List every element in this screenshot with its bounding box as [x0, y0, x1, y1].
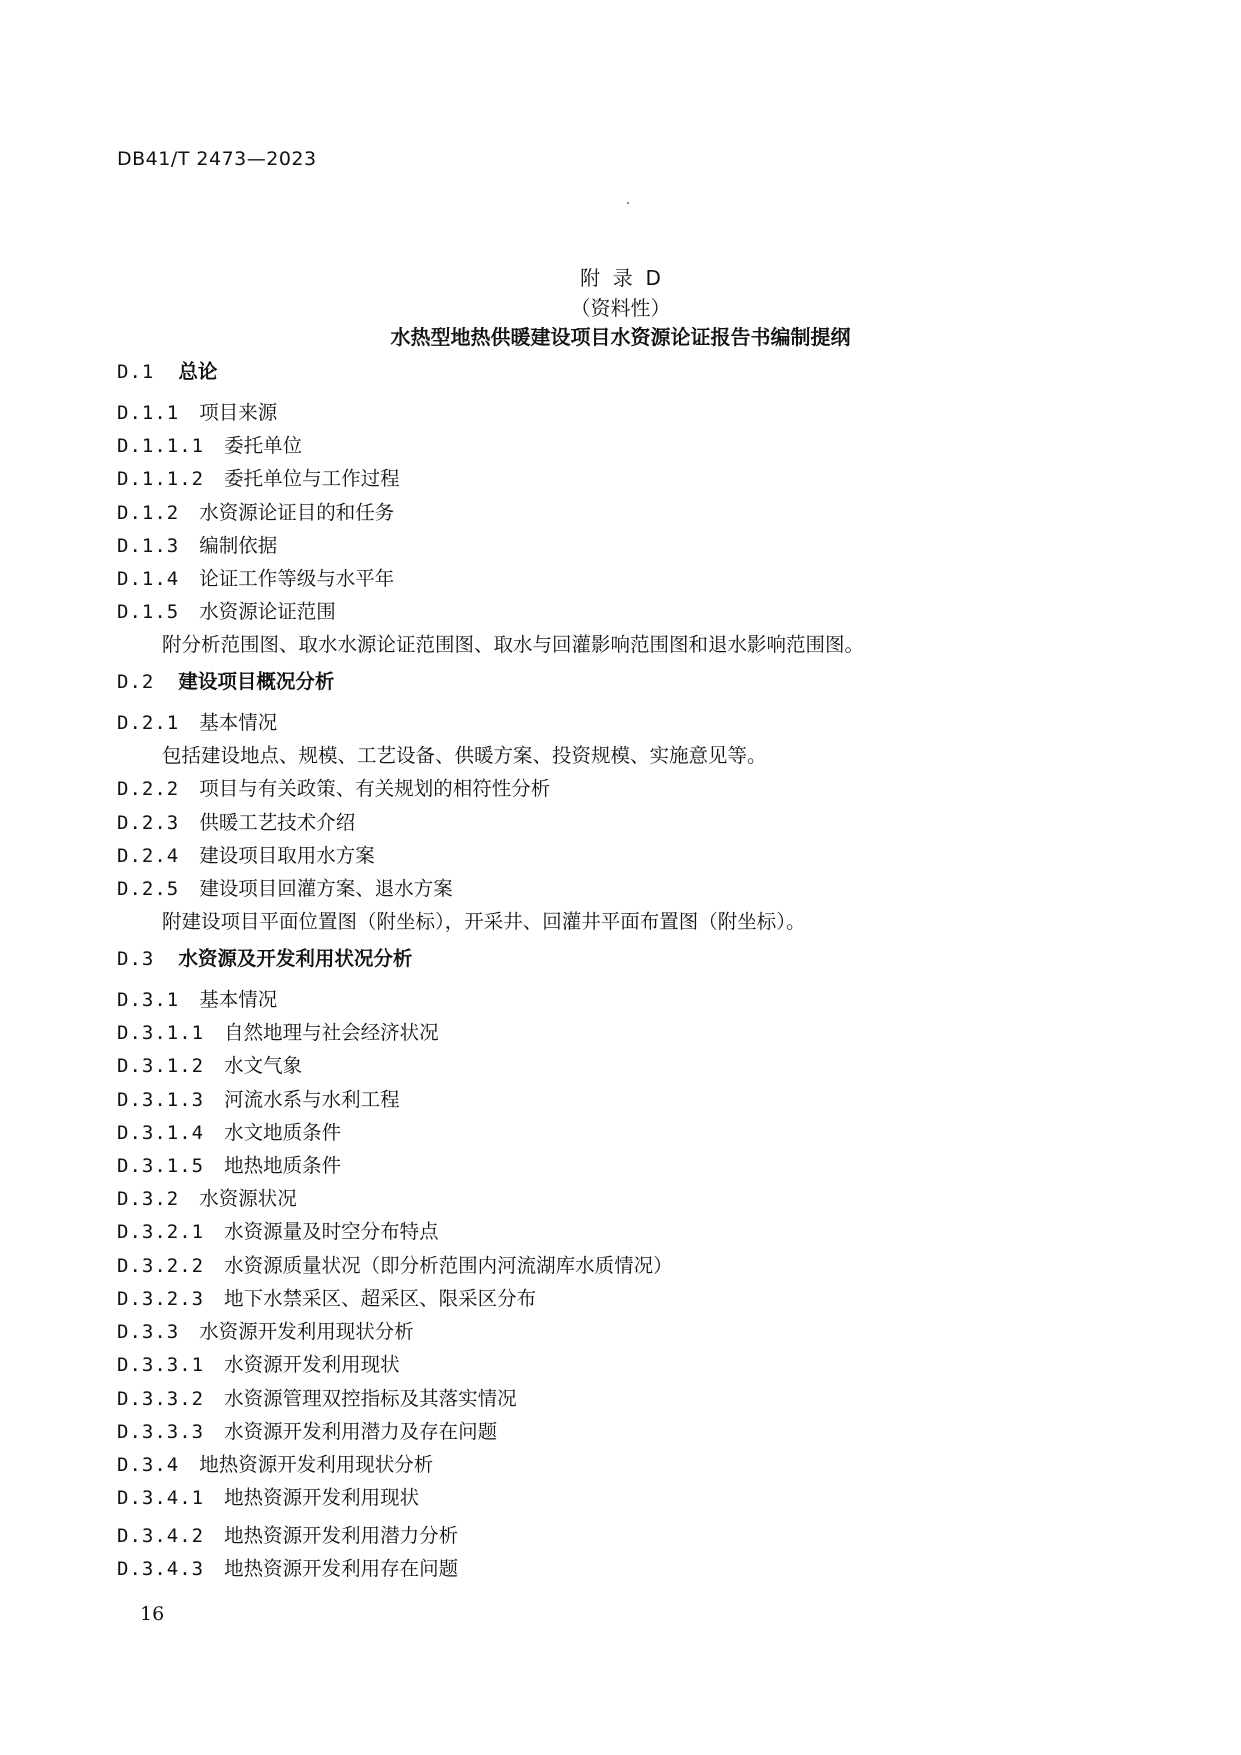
outline-chapter	[117, 672, 334, 692]
outline-item	[117, 602, 336, 622]
appendix-nature-wrap	[0, 292, 1241, 321]
outline-number: D.3.1.5	[117, 1155, 205, 1177]
outline-number: D.3.2	[117, 1188, 180, 1210]
outline-text: 水资源开发利用现状分析	[199, 1320, 414, 1343]
outline-number: D.1.5	[117, 601, 180, 623]
outline-text: 地热资源开发利用现状分析	[199, 1453, 434, 1476]
outline-number: D.1.2	[117, 502, 180, 524]
outline-number: D.2.5	[117, 878, 180, 900]
outline-item	[117, 403, 277, 423]
outline-number: D.3.2.1	[117, 1221, 205, 1243]
outline-item	[117, 846, 375, 866]
outline-number: D.1.1.2	[117, 468, 205, 490]
outline-number: D.3.2.3	[117, 1288, 205, 1310]
outline-number: D.2.2	[117, 778, 180, 800]
outline-number: D.1.4	[117, 568, 180, 590]
outline-text: 水资源及开发利用状况分析	[178, 947, 413, 970]
outline-text: 建设项目概况分析	[178, 670, 335, 693]
outline-number: D.3.1.2	[117, 1055, 205, 1077]
outline-number: D.3.4.3	[117, 1558, 205, 1580]
outline-item	[117, 1222, 439, 1242]
outline-text: 委托单位	[224, 434, 303, 457]
page-number: 16	[140, 1603, 165, 1625]
outline-text: 总论	[178, 360, 218, 383]
outline-text: 水资源质量状况（即分析范围内河流湖库水质情况）	[224, 1254, 673, 1277]
appendix-label-wrap	[0, 262, 1241, 291]
outline-text: 水文气象	[224, 1054, 303, 1077]
outline-text: 水文地质条件	[224, 1121, 342, 1144]
outline-item	[117, 503, 394, 523]
outline-text: 建设项目取用水方案	[199, 844, 375, 867]
outline-item	[117, 990, 277, 1010]
outline-text: 地下水禁采区、超采区、限采区分布	[224, 1287, 537, 1310]
outline-item	[117, 569, 394, 589]
appendix-nature: （资料性）	[570, 296, 671, 320]
outline-text: 项目来源	[199, 401, 278, 424]
outline-number: D.1.3	[117, 535, 180, 557]
outline-number: D.2	[117, 671, 155, 693]
outline-item	[117, 1256, 673, 1276]
outline-number: D.3.3.3	[117, 1421, 205, 1443]
outline-text: 河流水系与水利工程	[224, 1088, 400, 1111]
outline-number: D.3.2.2	[117, 1255, 205, 1277]
outline-item	[117, 1090, 400, 1110]
outline-number: D.1.1	[117, 402, 180, 424]
outline-note: 附分析范围图、取水水源论证范围图、取水与回灌影响范围图和退水影响范围图。	[162, 633, 865, 656]
outline-number: D.3.4	[117, 1454, 180, 1476]
outline-note: 包括建设地点、规模、工艺设备、供暖方案、投资规模、实施意见等。	[162, 744, 767, 767]
outline-number: D.3.3	[117, 1321, 180, 1343]
outline-number: D.2.4	[117, 845, 180, 867]
outline-item	[117, 1322, 414, 1342]
outline-text: 水资源量及时空分布特点	[224, 1220, 439, 1243]
outline-item	[117, 1355, 400, 1375]
outline-number: D.3.4.2	[117, 1525, 205, 1547]
outline-number: D.2.1	[117, 712, 180, 734]
outline-item	[117, 879, 453, 899]
appendix-title-wrap	[0, 321, 1241, 350]
outline-item	[117, 813, 355, 833]
outline-number: D.3.3.1	[117, 1354, 205, 1376]
outline-item	[117, 536, 277, 556]
outline-text: 项目与有关政策、有关规划的相符性分析	[199, 777, 551, 800]
outline-number: D.3.4.1	[117, 1487, 205, 1509]
outline-text: 水资源管理双控指标及其落实情况	[224, 1387, 517, 1410]
outline-item	[117, 436, 302, 456]
scan-speck	[627, 202, 629, 204]
outline-item	[117, 1123, 341, 1143]
outline-number: D.3.1	[117, 989, 180, 1011]
outline-number: D.3.1.4	[117, 1122, 205, 1144]
outline-number: D.3.3.2	[117, 1388, 205, 1410]
outline-text: 水资源开发利用现状	[224, 1353, 400, 1376]
outline-number: D.2.3	[117, 812, 180, 834]
outline-text: 水资源状况	[199, 1187, 297, 1210]
outline-text: 供暖工艺技术介绍	[199, 811, 356, 834]
outline-number: D.3.1.1	[117, 1022, 205, 1044]
appendix-label: 附 录 D	[580, 266, 661, 290]
outline-item	[117, 1189, 297, 1209]
outline-item	[117, 1023, 439, 1043]
outline-text: 编制依据	[199, 534, 278, 557]
outline-text: 基本情况	[199, 988, 278, 1011]
outline-text: 水资源论证范围	[199, 600, 336, 623]
outline-text: 自然地理与社会经济状况	[224, 1021, 439, 1044]
outline-item	[117, 713, 277, 733]
outline-item	[117, 1056, 302, 1076]
outline-item	[117, 779, 550, 799]
outline-item	[117, 469, 400, 489]
outline-chapter	[117, 362, 217, 382]
outline-chapter	[117, 949, 412, 969]
outline-item	[117, 1559, 458, 1579]
outline-text: 论证工作等级与水平年	[199, 567, 395, 590]
outline-item	[117, 1526, 458, 1546]
outline-text: 水资源开发利用潜力及存在问题	[224, 1420, 498, 1443]
outline-text: 基本情况	[199, 711, 278, 734]
outline-text: 地热地质条件	[224, 1154, 342, 1177]
outline-number: D.1	[117, 361, 155, 383]
outline-text: 地热资源开发利用存在问题	[224, 1557, 459, 1580]
outline-item	[117, 1488, 419, 1508]
outline-text: 水资源论证目的和任务	[199, 501, 395, 524]
outline-text: 地热资源开发利用现状	[224, 1486, 420, 1509]
appendix-title: 水热型地热供暖建设项目水资源论证报告书编制提纲	[390, 325, 851, 349]
outline-item	[117, 1289, 536, 1309]
outline-text: 建设项目回灌方案、退水方案	[199, 877, 453, 900]
outline-number: D.1.1.1	[117, 435, 205, 457]
outline-note: 附建设项目平面位置图（附坐标），开采井、回灌井平面布置图（附坐标）。	[162, 910, 806, 933]
outline-number: D.3.1.3	[117, 1089, 205, 1111]
outline-item	[117, 1389, 517, 1409]
outline-text: 委托单位与工作过程	[224, 467, 400, 490]
outline-item	[117, 1422, 497, 1442]
document-code: DB41/T 2473—2023	[117, 148, 317, 170]
outline-item	[117, 1455, 433, 1475]
outline-number: D.3	[117, 948, 155, 970]
outline-text: 地热资源开发利用潜力分析	[224, 1524, 459, 1547]
outline-item	[117, 1156, 341, 1176]
